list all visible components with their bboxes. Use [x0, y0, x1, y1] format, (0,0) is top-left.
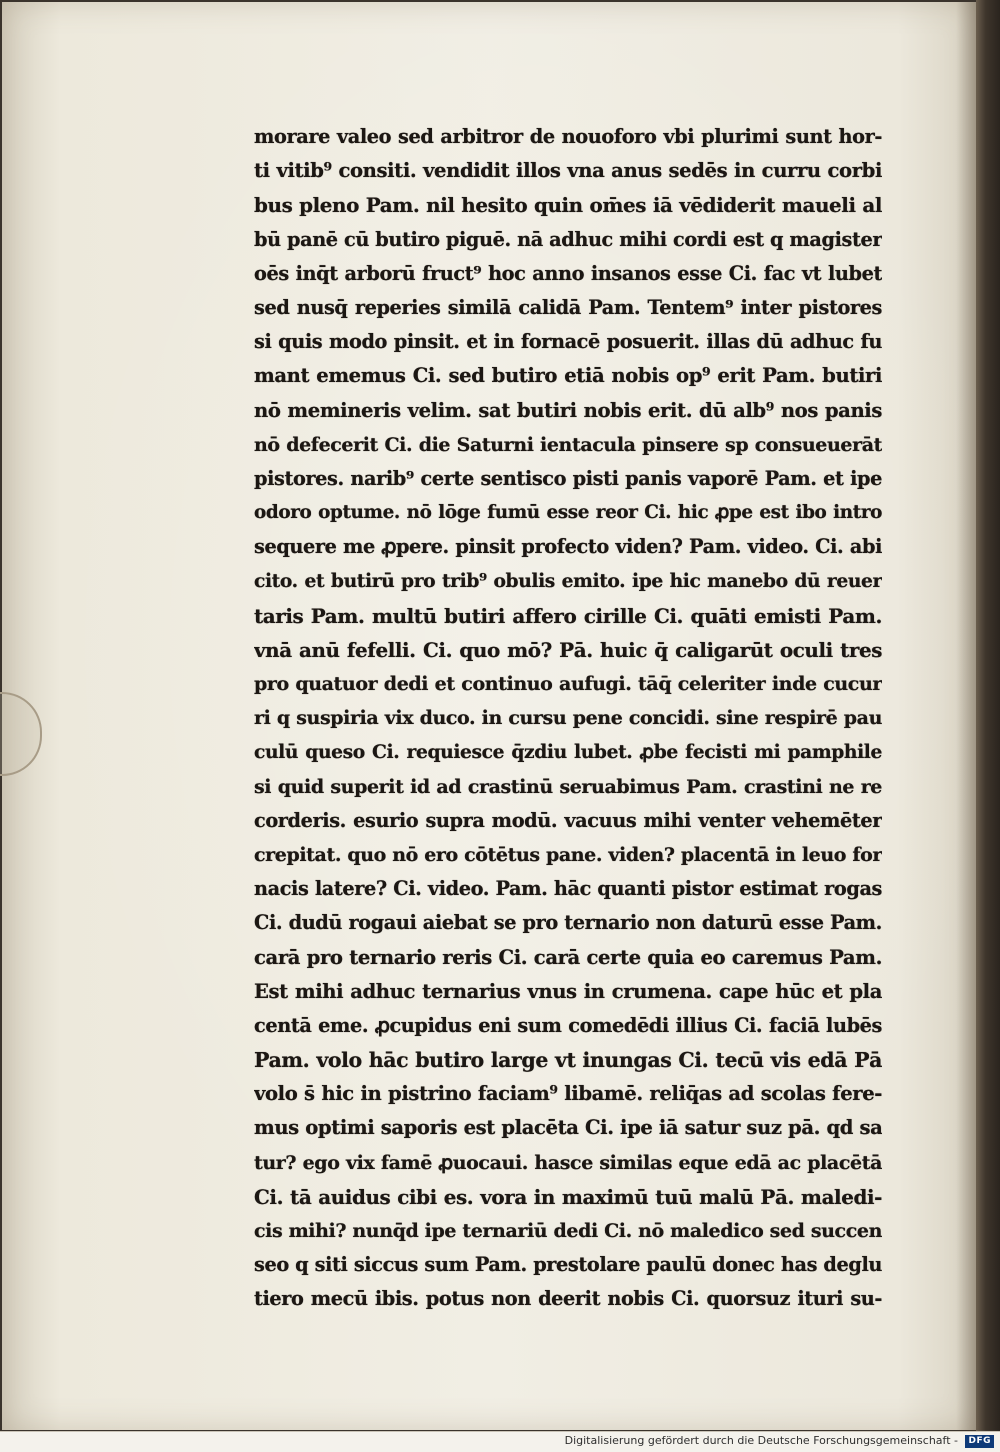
text-line: Ci. dudū rogaui aiebat se pro ternario non daturū esse Pam.	[254, 911, 882, 935]
text-line: ri q suspiria vix duco. in cursu pene concidi. sine respirē pau	[254, 707, 882, 730]
text-line: centā eme. ꝓcupidus eni sum comedēdi illius Ci. faciā lubēs	[254, 1013, 882, 1037]
text-line: taris Pam. multū butiri affero cirille Ci. quāti emisti Pam.	[254, 603, 882, 628]
text-line: Ci. tā auidus cibi es. vora in maximū tuū malū Pā. maledi-	[254, 1184, 882, 1209]
text-line: tur? ego vix famē ꝓuocaui. hasce similas eque edā ac placētā	[254, 1151, 882, 1174]
text-line: Pam. volo hāc butiro large vt inungas Ci. tecū vis edā Pā	[254, 1048, 882, 1073]
text-line: mant ememus Ci. sed butiro etiā nobis op⁹ erit Pam. butiri	[254, 364, 882, 388]
text-line: carā pro ternario reris Ci. carā certe quia eo caremus Pam.	[254, 945, 882, 969]
manuscript-page	[2, 2, 976, 1430]
text-block	[254, 120, 882, 1317]
text-line: bus pleno Pam. nil hesito quin om̄es iā vēdiderit maueli al	[254, 193, 882, 218]
fold-shadow	[956, 2, 978, 1432]
text-line: Est mihi adhuc ternarius vnus in crumena. cape hūc et pla	[254, 979, 882, 1003]
text-line: mus optimi saporis est placēta Ci. ipe iā satur suz pā. qd sa	[254, 1116, 882, 1140]
text-line: sequere me ꝓpere. pinsit profecto viden? Pam. video. Ci. abi	[254, 535, 882, 559]
text-line: crepitat. quo nō ero cōtētus pane. viden? placentā in leuo for	[254, 843, 882, 866]
text-line: cito. et butirū pro trib⁹ obulis emito. ipe hic manebo dū reuer	[254, 570, 882, 593]
text-line: si quid superit id ad crastinū seruabimus Pam. crastini ne re	[254, 775, 882, 798]
text-line: cis mihi? nunq̄d ipe ternariū dedi Ci. nō maledico sed succen	[254, 1220, 882, 1242]
text-line: pro quatuor dedi et continuo aufugi. tāq̄ celeriter inde cucur	[254, 673, 882, 695]
footer-credit: Digitalisierung gefördert durch die Deutsche Forschungsgemeinschaft -	[564, 1434, 958, 1447]
text-line: vnā anū fefelli. Ci. quo mō? Pā. huic q̄ caligarūt oculi tres	[254, 637, 882, 662]
text-line: odoro optume. nō lōge fumū esse reor Ci. hic ꝓpe est ibo intro	[254, 502, 882, 524]
page-notch	[0, 692, 42, 776]
text-line: nō defecerit Ci. die Saturni ientacula pinsere sp consueuerāt	[254, 433, 882, 456]
text-line: culū queso Ci. requiesce q̄zdiu lubet. ꝓbe fecisti mi pamphile	[254, 741, 882, 764]
text-line: si quis modo pinsit. et in fornacē posuerit. illas dū adhuc fu	[254, 330, 882, 354]
text-line: pistores. narib⁹ certe sentisco pisti panis vaporē Pam. et ipe	[254, 466, 882, 490]
text-line: volo s̄ hic in pistrino faciam⁹ libamē. reliq̄as ad scolas fere-	[254, 1082, 882, 1106]
text-line: ti vitib⁹ consiti. vendidit illos vna anus sedēs in curru corbi	[254, 159, 882, 183]
text-line: oēs inq̄t arborū fruct⁹ hoc anno insanos esse Ci. fac vt lubet	[254, 261, 882, 285]
text-line: nacis latere? Ci. video. Pam. hāc quanti pistor estimat rogas	[254, 877, 882, 901]
text-line: sed nusq̄ reperies similā calidā Pam. Tentem⁹ inter pistores	[254, 295, 882, 319]
text-line: corderis. esurio supra modū. vacuus mihi venter vehemēter	[254, 808, 882, 832]
dfg-logo: DFG	[965, 1435, 994, 1448]
footer-bar	[0, 1431, 1000, 1452]
text-line: morare valeo sed arbitror de nouoforo vbi plurimi sunt hor-	[254, 125, 882, 148]
text-line: nō memineris velim. sat butiri nobis erit. dū alb⁹ nos panis	[254, 398, 882, 422]
text-line: bū panē cū butiro piguē. nā adhuc mihi cordi est q magister	[254, 227, 882, 251]
binding-edge	[976, 0, 1000, 1451]
text-line: seo q siti siccus sum Pam. prestolare paulū donec has deglu	[254, 1253, 882, 1277]
text-line: tiero mecū ibis. potus non deerit nobis Ci. quorsuz ituri su-	[254, 1287, 882, 1311]
